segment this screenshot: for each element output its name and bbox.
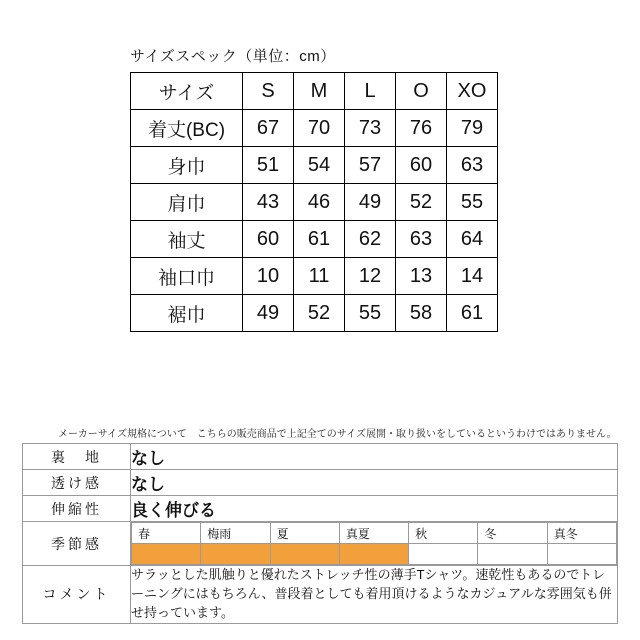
- row-label: 着丈(BC): [131, 110, 243, 147]
- row-value: 49: [345, 184, 396, 221]
- maker-size-note: メーカーサイズ規格について こちらの販売商品で上記全てのサイズ展開・取り扱いをしているというわけではありません。: [58, 429, 617, 440]
- table-row: [131, 110, 498, 147]
- detail-row-sheerness: [23, 470, 618, 496]
- row-value: 61: [447, 295, 498, 332]
- detail-row-comment: [23, 566, 618, 624]
- season-name: 梅雨: [201, 523, 270, 544]
- row-value: 49: [243, 295, 294, 332]
- season-marker-autumn: [409, 544, 478, 565]
- row-value: 73: [345, 110, 396, 147]
- row-value: 51: [243, 147, 294, 184]
- season-chart: [131, 522, 618, 566]
- detail-row-season: [23, 522, 618, 566]
- row-value: 54: [294, 147, 345, 184]
- table-header-row: [131, 73, 498, 110]
- row-value: 55: [345, 295, 396, 332]
- table-row: [131, 147, 498, 184]
- season-name: 春: [132, 523, 201, 544]
- detail-label-stretch: 伸縮性: [23, 496, 131, 522]
- season-name: 秋: [409, 523, 478, 544]
- season-table: [131, 522, 617, 565]
- row-value: 11: [294, 258, 345, 295]
- detail-value-sheerness: なし: [131, 470, 618, 496]
- detail-row-lining: [23, 444, 618, 470]
- row-value: 60: [243, 221, 294, 258]
- season-name-row: [132, 523, 617, 544]
- season-name: 真冬: [547, 523, 616, 544]
- detail-label-sheerness: 透け感: [23, 470, 131, 496]
- header-cell-m: M: [294, 73, 345, 110]
- season-marker-summer: [270, 544, 339, 565]
- row-label: 袖丈: [131, 221, 243, 258]
- row-value: 76: [396, 110, 447, 147]
- row-value: 10: [243, 258, 294, 295]
- row-value: 63: [447, 147, 498, 184]
- row-label: 肩巾: [131, 184, 243, 221]
- row-value: 63: [396, 221, 447, 258]
- header-cell-o: O: [396, 73, 447, 110]
- size-spec-table: [130, 72, 498, 332]
- detail-value-comment: サラッとした肌触りと優れたストレッチ性の薄手Tシャツ。速乾性もあるのでトレーニングにはもちろん、普段着としても着用頂けるようなカジュアルな雰囲気も併せ持っています。: [131, 566, 618, 624]
- header-cell-l: L: [345, 73, 396, 110]
- row-value: 55: [447, 184, 498, 221]
- row-label: 身巾: [131, 147, 243, 184]
- row-value: 12: [345, 258, 396, 295]
- season-marker-spring: [132, 544, 201, 565]
- row-value: 57: [345, 147, 396, 184]
- row-value: 14: [447, 258, 498, 295]
- row-value: 46: [294, 184, 345, 221]
- detail-label-lining: 裏 地: [23, 444, 131, 470]
- detail-value-stretch: 良く伸びる: [131, 496, 618, 522]
- size-spec-title: サイズスペック（単位：cm）: [130, 48, 336, 65]
- header-cell-size: サイズ: [131, 73, 243, 110]
- header-cell-xo: XO: [447, 73, 498, 110]
- row-label: 裾巾: [131, 295, 243, 332]
- row-value: 64: [447, 221, 498, 258]
- detail-row-stretch: [23, 496, 618, 522]
- table-row: [131, 221, 498, 258]
- detail-label-season: 季節感: [23, 522, 131, 566]
- season-marker-rainy: [201, 544, 270, 565]
- row-label: 袖口巾: [131, 258, 243, 295]
- row-value: 52: [294, 295, 345, 332]
- header-cell-s: S: [243, 73, 294, 110]
- detail-value-lining: なし: [131, 444, 618, 470]
- row-value: 43: [243, 184, 294, 221]
- table-row: [131, 295, 498, 332]
- table-row: [131, 258, 498, 295]
- season-marker-midwinter: [547, 544, 616, 565]
- row-value: 52: [396, 184, 447, 221]
- row-value: 58: [396, 295, 447, 332]
- row-value: 61: [294, 221, 345, 258]
- season-marker-winter: [478, 544, 547, 565]
- row-value: 13: [396, 258, 447, 295]
- season-name: 冬: [478, 523, 547, 544]
- season-name: 夏: [270, 523, 339, 544]
- row-value: 67: [243, 110, 294, 147]
- season-name: 真夏: [339, 523, 408, 544]
- table-row: [131, 184, 498, 221]
- row-value: 70: [294, 110, 345, 147]
- product-detail-table: [22, 443, 618, 624]
- row-value: 79: [447, 110, 498, 147]
- row-value: 60: [396, 147, 447, 184]
- season-marker-midsummer: [339, 544, 408, 565]
- row-value: 62: [345, 221, 396, 258]
- detail-label-comment: コメント: [23, 566, 131, 624]
- season-marker-row: [132, 544, 617, 565]
